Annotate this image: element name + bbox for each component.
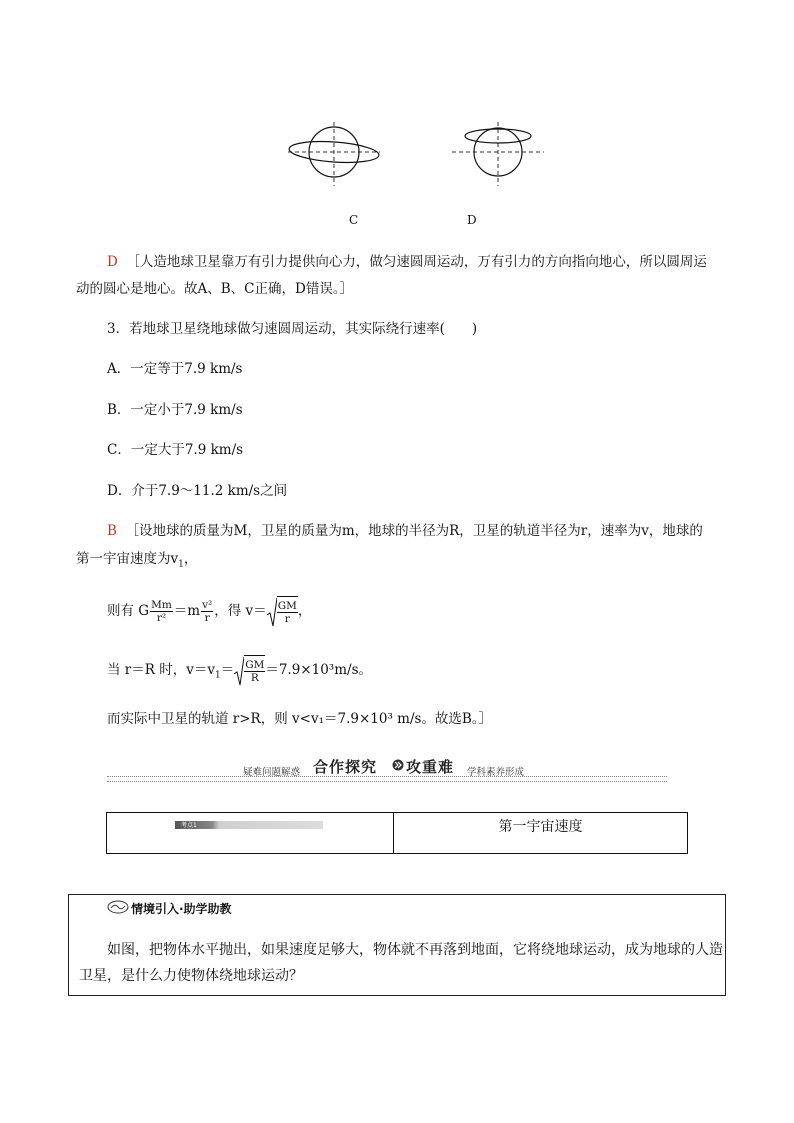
knowledge-point-tag: 考点1 — [175, 821, 323, 829]
question3-option-c: C．一定大于7.9 km/s — [107, 442, 244, 458]
answer3-text1: ［设地球的质量为M，卫星的质量为m，地球的半径为R，卫星的轨道半径为r，速率为v，地球的 — [125, 523, 703, 539]
section-banner — [107, 756, 667, 780]
answer3-equation3: 而实际中卫星的轨道 r>R，则 v<v₁＝7.9×10³ m/s。故选B。］ — [107, 711, 493, 727]
figure-d — [450, 120, 546, 190]
answer3-equation2: 当 r＝R 时，$v=v_1=$ $\frac{GM}{R}$ ＝7.9×10³m/s。 — [107, 655, 372, 691]
scenario-title: 情境引入·助学助教 — [131, 902, 232, 916]
scenario-text-line1: 如图，把物体水平抛出，如果速度足够大，物体就不再落到地面，它将绕地球运动，成为地球的人造 — [107, 942, 723, 958]
knowledge-point-table — [106, 812, 688, 854]
answer2-line1 — [107, 252, 707, 272]
banner-title-b: 攻重难 — [406, 758, 455, 776]
question3-option-d: D．介于7.9～11.2 km/s之间 — [107, 483, 288, 499]
question3-option-b: B．一定小于7.9 km/s — [107, 402, 243, 418]
fraction-v2-r: $\frac{\text{v²}}{r}$ — [202, 599, 213, 624]
scenario-box — [68, 894, 726, 996]
banner-title-a: 合作探究 — [313, 758, 378, 776]
answer2-letter: D — [107, 254, 118, 270]
figure-c — [286, 120, 382, 190]
answer3-line2: 第一宇宙速度为$v_1$， — [76, 551, 198, 570]
answer2-line2: 动的圆心是地心。故A、B、C正确，D错误。］ — [76, 281, 354, 297]
sqrt-gm-r: $\frac{GM}{r}$ — [267, 596, 298, 627]
knowledge-point-title: 第一宇宙速度 — [498, 819, 583, 835]
banner-right-text: 学科素养形成 — [467, 767, 525, 778]
scenario-text-line2: 卫星，是什么力使物体绕地球运动？ — [79, 968, 303, 984]
fraction-mm-r2: $\frac{Mm}{\text{r²}}$ — [151, 599, 172, 624]
knowledge-point-tag-cell — [107, 813, 394, 853]
answer3-equation1: 则有 G $\frac{Mm}{\text{r²}}$ ＝m $\frac{\text{v²}}{r}$ ，得 v＝ $\frac{GM}{r}$ ， — [107, 596, 311, 627]
answer3-line1 — [107, 521, 703, 541]
banner-divider — [107, 776, 667, 782]
figure-d-label: D — [467, 213, 477, 227]
handshake-icon — [107, 900, 129, 918]
sqrt-gm-R: $\frac{GM}{R}$ — [234, 655, 265, 686]
answer2-text1: ［人造地球卫星靠万有引力提供向心力，做匀速圆周运动，万有引力的方向指向地心，所以圆周运 — [126, 254, 707, 270]
figure-c-label: C — [349, 213, 359, 227]
banner-left-text: 疑难问题解惑 — [243, 767, 301, 778]
double-chevron-icon — [392, 759, 404, 775]
answer3-letter: B — [107, 523, 117, 539]
question3-option-a: A．一定等于7.9 km/s — [107, 361, 243, 377]
question3-stem: 3．若地球卫星绕地球做匀速圆周运动，其实际绕行速率( ) — [107, 321, 478, 337]
